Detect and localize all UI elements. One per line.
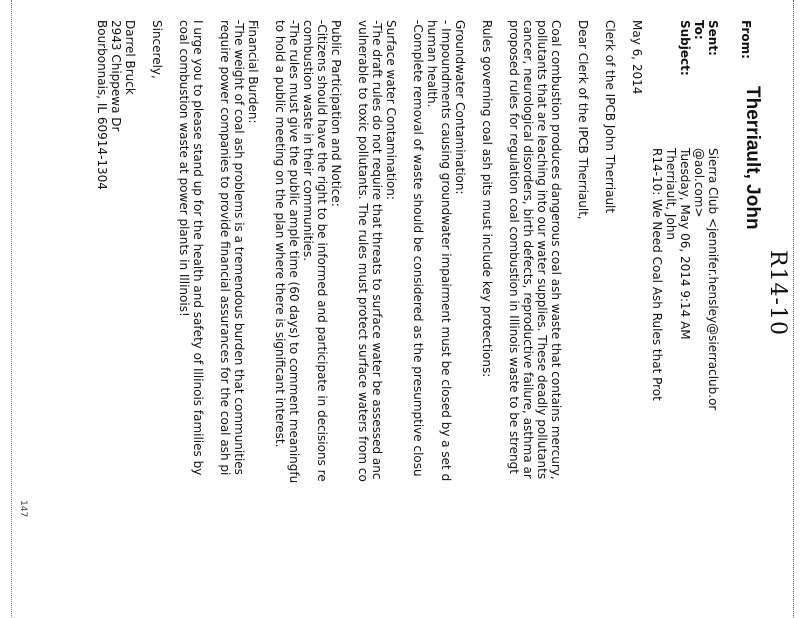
subject-value: R14-10: We Need Coal Ash Rules that Prot (650, 148, 664, 401)
signature-address-line: Bourbonnais, IL 60914-1304 (95, 20, 109, 190)
page-mark: 147 (18, 500, 28, 518)
paragraph-line: human health. (425, 20, 439, 108)
section-heading: Surface water Contamination: (384, 20, 398, 200)
paragraph-line: Coal combustion produces dangerous coal ash waste that contains mercury, (549, 20, 563, 480)
paragraph-line: I urge you to please stand up for the health and safety of Illinois families by (191, 20, 205, 476)
section-heading: Financial Burden: (246, 20, 260, 124)
signature-address-line: 2943 Chippewa Dr (109, 20, 123, 132)
paragraph-line: - Impoundments causing groundwater impairment must be closed by a set d (439, 20, 453, 482)
paragraph-line: pollutants that are leaching into our water supplies. These deadly pollutants (535, 20, 549, 480)
from-label: From: (739, 20, 753, 59)
paragraph-line: -Complete removal of waste should be considered as the presumptive closu (411, 20, 425, 477)
paragraph-line: -Citizens should have the right to be informed and participate in decisions re (315, 20, 329, 482)
paragraph-line: cancer, neurological disorders, birth defects, reproductive failure, asthma ar (521, 20, 535, 479)
to-label: To: (692, 20, 706, 40)
to-value: Therriault, John (664, 148, 678, 241)
paragraph-line: proposed rules for regulation coal combustion in Illinois waste to be strengt (507, 20, 521, 474)
scan-border-bottom (11, 0, 12, 618)
paragraph-line: coal combustion waste at power plants in Illinois! (177, 20, 191, 317)
scan-border-top (793, 0, 794, 618)
from-value-line-1: Sierra Club <jennifer.hensley@sierraclub.or (706, 148, 720, 411)
document-number: R14-10 (765, 250, 790, 336)
paragraph-line: vulnerable to toxic pollutants. The rules must protect surface waters from co (356, 20, 370, 482)
salutation: Dear Clerk of the IPCB Therriault, (576, 20, 590, 220)
paragraph-line: to hold a public meeting on the plan where there is significant interest. (273, 20, 287, 448)
closing: Sincerely, (150, 20, 164, 79)
paragraph-line: -The rules must give the public ample time (60 days) to comment meaningfu (287, 20, 301, 484)
sent-value: Tuesday, May 06, 2014 9:14 AM (678, 148, 692, 340)
paragraph-line: combustion waste in their communities. (301, 20, 315, 262)
from-value-line-2: @aol.com> (692, 148, 706, 218)
sent-label: Sent: (706, 20, 720, 56)
paragraph-line: -The weight of coal ash problems is a tremendous burden that communities (232, 20, 246, 475)
paragraph-line: require power companies to provide financial assurances for the coal ash pi (218, 20, 232, 476)
section-intro: Rules governing coal ash pits must include key protections: (480, 20, 494, 378)
subject-label: Subject: (678, 20, 692, 76)
section-heading: Public Participation and Notice: (329, 20, 343, 207)
signature-name: Darrel Bruck (123, 20, 137, 95)
recipient-line: Clerk of the IPCB John Therriault (603, 20, 617, 214)
section-heading: Groundwater Contamination: (453, 20, 467, 195)
paragraph-line: -The draft rules do not require that threats to surface water be assessed anc (370, 20, 384, 480)
letter-date: May 6, 2014 (630, 20, 644, 95)
sender-name-heading: Therriault, John (742, 86, 763, 230)
